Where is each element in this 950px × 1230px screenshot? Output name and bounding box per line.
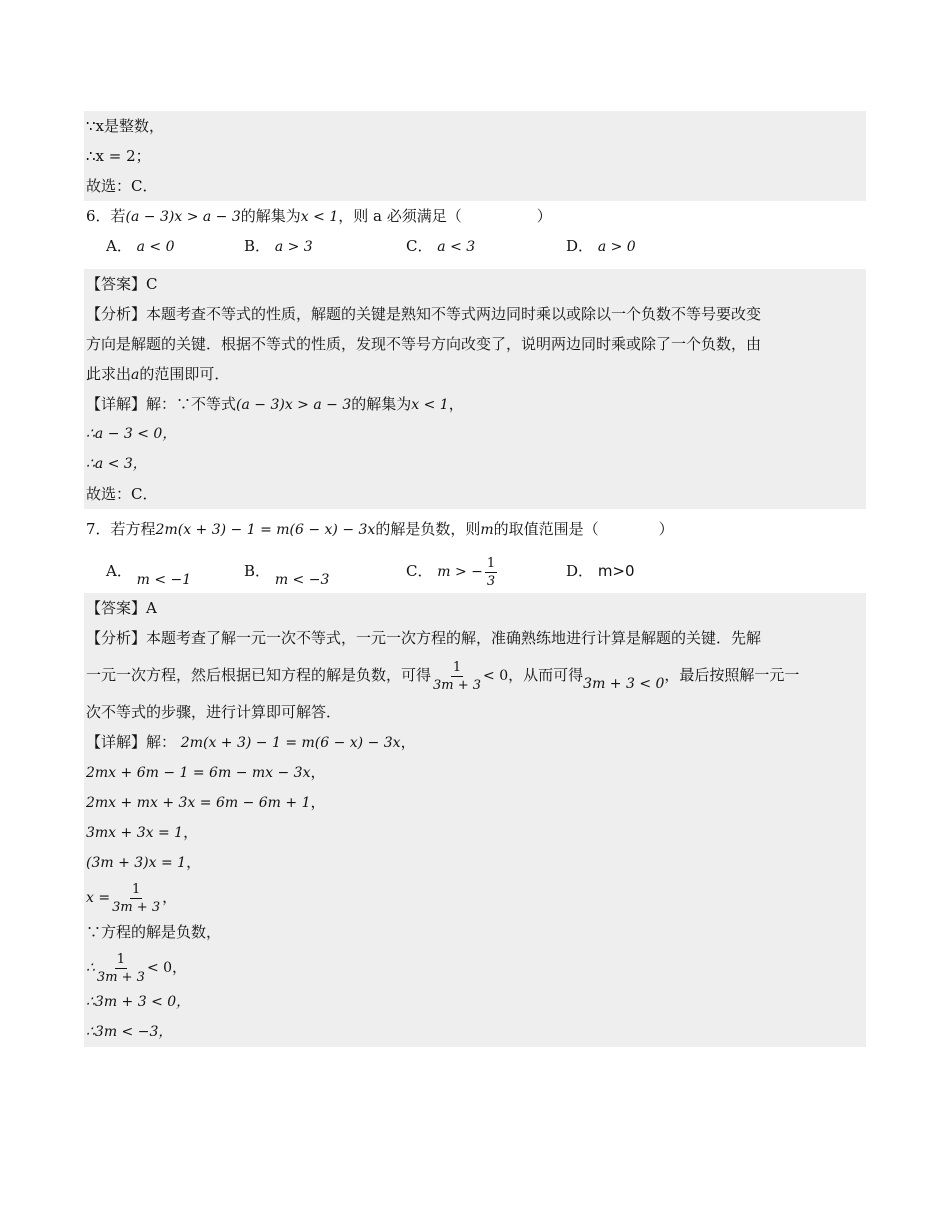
text-line: ∵x是整数， xyxy=(86,117,165,135)
question-text: ，则 a 必须满足（ ） xyxy=(338,207,552,225)
question-7 xyxy=(84,509,866,549)
solution-step: ∴3m < −3， xyxy=(86,1024,173,1040)
answer-line: 【答案】A xyxy=(86,599,157,617)
text-line: 故选：C． xyxy=(86,177,158,195)
analysis-line: 【分析】本题考查了解一元一次不等式，一元一次方程的解，准确熟练地进行计算是解题的关键．先解 xyxy=(86,629,762,647)
document-page xyxy=(84,111,866,1047)
answer-line: 【答案】C xyxy=(86,275,158,293)
solution-step: x = $\frac{1}{3m + 3}$ ， xyxy=(86,881,178,915)
solution-step: (3m + 3)x = 1， xyxy=(86,853,202,871)
question-6-answer-block xyxy=(84,269,866,509)
option-b: B． m < −3 xyxy=(244,562,330,588)
solution-step: 2mx + 6m − 1 = 6m − mx − 3x， xyxy=(86,763,326,781)
solution-step: 2mx + mx + 3x = 6m − 6m + 1， xyxy=(86,793,326,811)
option-c: C． m > − $\frac{1}{3}$ xyxy=(406,555,496,589)
math-inequality: (a − 3)x > a − 3 xyxy=(125,209,241,225)
solution-step: ∴3m + 3 < 0， xyxy=(86,994,191,1010)
solution-step: ∴a − 3 < 0， xyxy=(86,426,177,442)
conclusion-line: 故选：C． xyxy=(86,485,158,503)
question-text: 的解是负数，则 xyxy=(375,520,481,538)
math-solution: x < 1 xyxy=(300,209,339,225)
question-text: 的取值范围是（ ） xyxy=(493,520,674,538)
math-variable: m xyxy=(480,522,494,538)
option-b: B． a > 3 xyxy=(244,237,313,255)
question-7-options xyxy=(84,549,866,593)
question-6 xyxy=(84,201,866,231)
option-d: D． m>0 xyxy=(566,562,635,580)
analysis-line: 次不等式的步骤，进行计算即可解答． xyxy=(86,703,342,721)
question-6-options xyxy=(84,231,866,261)
question-number: 6．若 xyxy=(86,207,126,225)
question-7-answer-block xyxy=(84,593,866,1047)
solution-step: ∴a < 3， xyxy=(86,456,147,472)
analysis-line: 方向是解题的关键．根据不等式的性质，发现不等号方向改变了，说明两边同时乘或除了一个负数，由 xyxy=(86,335,762,353)
analysis-line: 一元一次方程，然后根据已知方程的解是负数，可得 $\frac{1}{3m + 3}$ < 0，从而可得3m + 3 < 0，最后按照解一元一 xyxy=(86,659,800,693)
solution-step: ∵方程的解是负数， xyxy=(86,923,222,941)
analysis-line: 【分析】本题考查不等式的性质，解题的关键是熟知不等式两边同时乘以或除以一个负数不等号要改变 xyxy=(86,305,762,323)
previous-solution-tail xyxy=(84,111,866,201)
analysis-line: 此求出a的范围即可． xyxy=(86,365,230,383)
math-equation: 2m(x + 3) − 1 = m(6 − x) − 3x xyxy=(155,522,376,538)
detail-line: 【详解】解：∵不等式(a − 3)x > a − 3的解集为x < 1， xyxy=(86,395,464,413)
option-d: D． a > 0 xyxy=(566,237,636,255)
text-line: ∴x = 2； xyxy=(86,147,151,165)
option-a: A． a < 0 xyxy=(106,237,175,255)
solution-step: ∴ $\frac{1}{3m + 3}$ < 0， xyxy=(86,951,188,985)
question-number: 7．若方程 xyxy=(86,520,156,538)
detail-line: 【详解】解： 2m(x + 3) − 1 = m(6 − x) − 3x， xyxy=(86,733,416,751)
option-c: C． a < 3 xyxy=(406,237,476,255)
solution-step: 3mx + 3x = 1， xyxy=(86,823,199,841)
option-a: A． m < −1 xyxy=(106,562,192,588)
question-text: 的解集为 xyxy=(240,207,301,225)
